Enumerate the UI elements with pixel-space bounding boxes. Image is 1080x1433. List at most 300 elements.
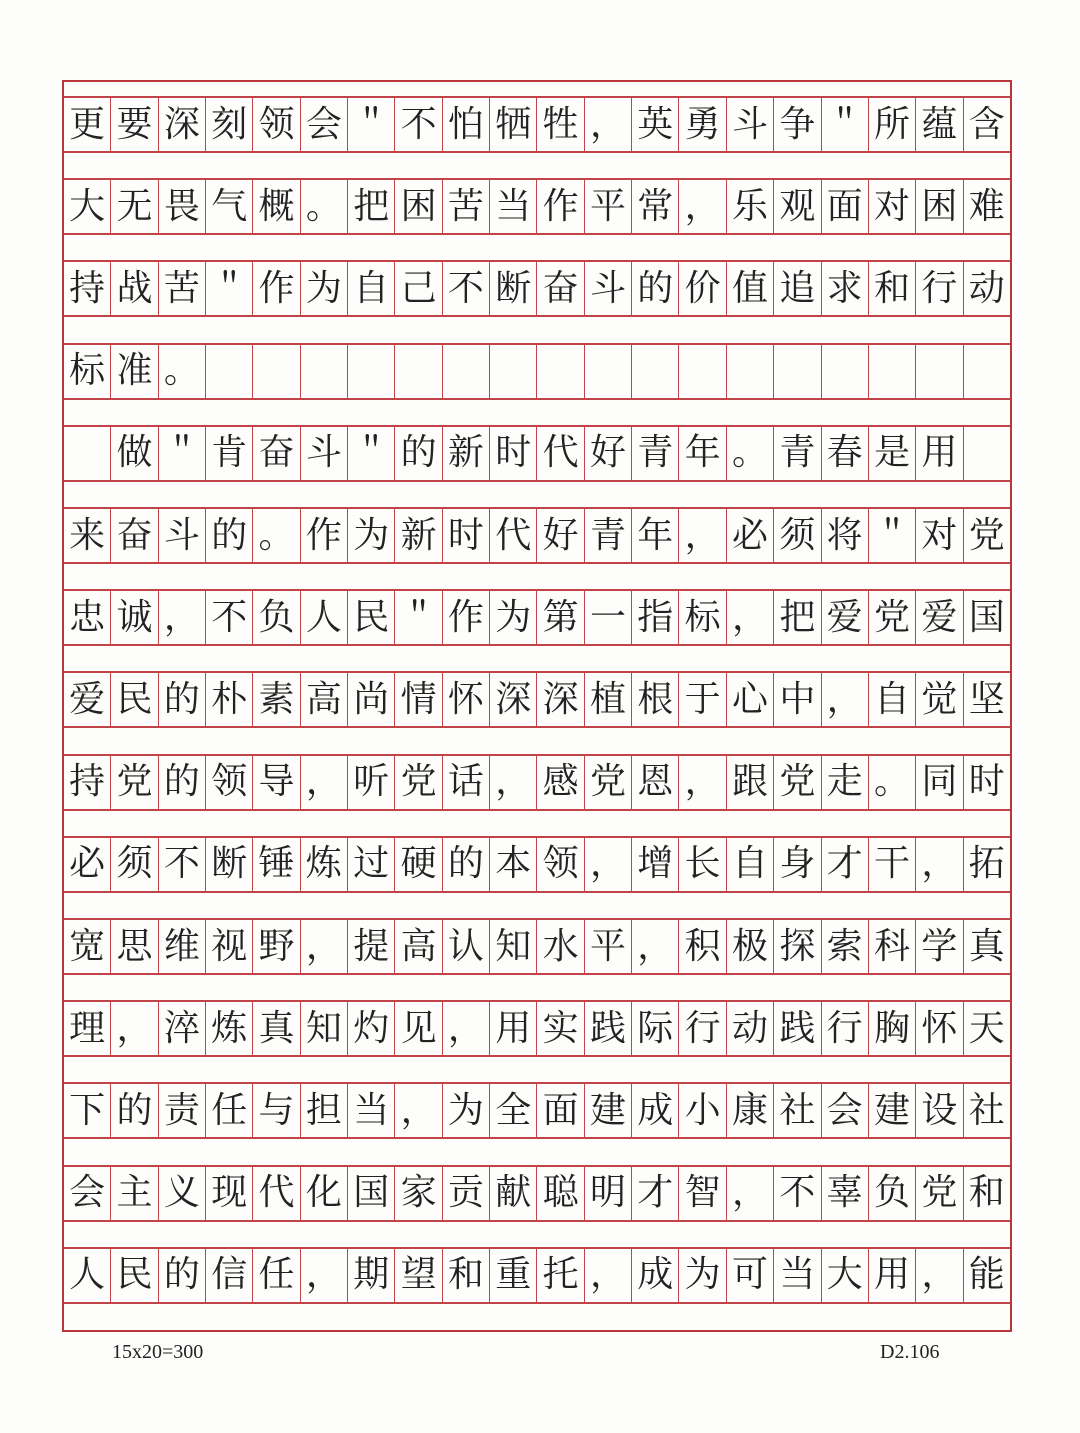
grid-cell: 的 [111,1084,158,1137]
grid-cell: ， [585,98,632,151]
grid-cell: ， [585,1249,632,1302]
grid-cell: 爱 [822,591,869,644]
grid-cell: 观 [774,180,821,233]
grid-cell [64,427,111,480]
grid-cell: 的 [632,262,679,315]
grid-cell: 国 [968,596,1005,638]
grid-cell: ＂ [822,98,869,151]
grid-cell: 准 [111,345,158,398]
grid-cell: 和 [443,1249,490,1302]
grid-cell: ， [916,1249,963,1302]
grid-cell: 根 [632,673,679,726]
grid-cell: 怕 [443,98,490,151]
grid-cell: 和 [968,1172,1005,1214]
grid-cell: 一 [585,591,632,644]
grid-cell: 青 [774,427,821,480]
grid-cell: 感 [537,756,584,809]
grid-cell: 会 [64,1167,111,1220]
grid-cell: 与 [253,1084,300,1137]
grid-cell: 标 [64,345,111,398]
grid-cell: 锤 [253,838,300,891]
grid-cell: 本 [490,838,537,891]
grid-cell: 素 [253,673,300,726]
grid-cell: 成 [632,1249,679,1302]
grid-cell: 聪 [537,1167,584,1220]
grid-cell: 领 [537,838,584,891]
grid-cell: 为 [443,1084,490,1137]
grid-cell: 家 [395,1167,442,1220]
grid-cell: 社 [968,1089,1005,1131]
grid-cell: 全 [490,1084,537,1137]
grid-cell: 智 [679,1167,726,1220]
grid-cell: 。 [253,509,300,562]
grid-cell: 的 [206,509,253,562]
grid-cell: 困 [395,180,442,233]
grid-spec-label: 15x20=300 [112,1341,204,1363]
grid-cell: 苦 [159,262,206,315]
grid-cell: 党 [585,756,632,809]
grid-cell: 时 [490,427,537,480]
grid-cell: 下 [64,1084,111,1137]
grid-cell: ， [301,1249,348,1302]
grid-cell: 民 [111,1249,158,1302]
grid-cell: 硬 [395,838,442,891]
grid-cell: ， [443,1002,490,1055]
grid-row [64,507,1010,564]
grid-cell: 人 [64,1249,111,1302]
grid-cell: 含 [968,103,1005,145]
grid-cell: 可 [727,1249,774,1302]
grid-cell: 理 [64,1002,111,1055]
grid-cell: 指 [632,591,679,644]
grid-cell: 奋 [253,427,300,480]
grid-cell: 维 [159,920,206,973]
grid-cell: 行 [822,1002,869,1055]
grid-cell: 成 [632,1084,679,1137]
grid-row [64,1247,1010,1304]
grid-cell: 野 [253,920,300,973]
grid-cell: 要 [111,98,158,151]
grid-cell: 走 [822,756,869,809]
grid-cell: 认 [443,920,490,973]
grid-cell: 标 [679,591,726,644]
grid-cell: 须 [774,509,821,562]
grid-cell: 深 [537,673,584,726]
grid-cell [537,345,584,398]
grid-cell: ＂ [348,98,395,151]
grid-cell: 义 [159,1167,206,1220]
grid-cell: 自 [348,262,395,315]
grid-cell: 国 [348,1167,395,1220]
grid-cell: 托 [537,1249,584,1302]
grid-cell: ， [727,1167,774,1220]
grid-cell: 能 [968,1254,1005,1296]
grid-cell: 作 [537,180,584,233]
grid-cell: 党 [916,1167,963,1220]
grid-cell: 自 [727,838,774,891]
grid-cell: 将 [822,509,869,562]
grid-cell: 的 [159,756,206,809]
grid-cell: 担 [301,1084,348,1137]
grid-cell: 过 [348,838,395,891]
grid-cell: 怀 [443,673,490,726]
grid-cell: 党 [111,756,158,809]
grid-cell [679,345,726,398]
grid-cell: 气 [206,180,253,233]
grid-cell: 困 [916,180,963,233]
grid-cell: 动 [727,1002,774,1055]
grid-row [64,754,1010,811]
grid-cell: 建 [869,1084,916,1137]
grid-cell: 小 [679,1084,726,1137]
grid-cell: 第 [537,591,584,644]
grid-cell: 学 [916,920,963,973]
grid-cell: 觉 [916,673,963,726]
grid-cell: 面 [822,180,869,233]
grid-cell: 宽 [64,920,111,973]
grid-cell: 代 [490,509,537,562]
grid-cell: 不 [206,591,253,644]
grid-cell [301,345,348,398]
grid-cell: 斗 [727,98,774,151]
grid-cell: 把 [774,591,821,644]
grid-cell: 才 [632,1167,679,1220]
grid-cell: 现 [206,1167,253,1220]
grid-cell: 话 [443,756,490,809]
grid-cell: 青 [585,509,632,562]
paper-code-label: D2.106 [880,1341,940,1363]
grid-cell: 民 [111,673,158,726]
grid-row [64,1000,1010,1057]
grid-cell: ＂ [159,427,206,480]
grid-cell: 断 [490,262,537,315]
grid-cell: 化 [301,1167,348,1220]
grid-cell: 导 [253,756,300,809]
grid-cell: 刻 [206,98,253,151]
grid-cell: 干 [869,838,916,891]
grid-cell: 时 [968,761,1005,803]
grid-cell: 践 [585,1002,632,1055]
grid-cell: 高 [301,673,348,726]
grid-cell: 斗 [301,427,348,480]
grid-cell: 为 [301,262,348,315]
grid-cell: 领 [206,756,253,809]
grid-cell: 用 [490,1002,537,1055]
grid-cell: 知 [490,920,537,973]
grid-cell: 科 [869,920,916,973]
grid-cell: ， [916,838,963,891]
grid-cell: 时 [443,509,490,562]
grid-cell [348,345,395,398]
grid-row [64,1082,1010,1139]
grid-cell: 不 [159,838,206,891]
grid-cell: 作 [253,262,300,315]
grid-cell: 行 [679,1002,726,1055]
grid-cell: 为 [679,1249,726,1302]
grid-cell: 对 [869,180,916,233]
grid-cell: 忠 [64,591,111,644]
grid-cell: 提 [348,920,395,973]
grid-cell [253,345,300,398]
grid-cell: ， [585,838,632,891]
grid-cell: 代 [253,1167,300,1220]
grid-cell: 知 [301,1002,348,1055]
grid-cell: 对 [916,509,963,562]
grid-cell: 天 [968,1007,1005,1049]
grid-cell: 面 [537,1084,584,1137]
grid-cell: 思 [111,920,158,973]
grid-cell: 持 [64,756,111,809]
grid-cell: 无 [111,180,158,233]
grid-cell: 作 [443,591,490,644]
grid-cell: 康 [727,1084,774,1137]
grid-cell: 常 [632,180,679,233]
grid-cell: 当 [490,180,537,233]
grid-cell: 辜 [822,1167,869,1220]
grid-cell: 践 [774,1002,821,1055]
grid-cell: 当 [348,1084,395,1137]
grid-cell: 期 [348,1249,395,1302]
grid-cell: 用 [869,1249,916,1302]
grid-cell: 行 [916,262,963,315]
grid-cell: 畏 [159,180,206,233]
grid-cell: 新 [443,427,490,480]
grid-cell: 不 [443,262,490,315]
grid-cell: 胸 [869,1002,916,1055]
grid-cell: ， [679,756,726,809]
grid-cell: 怀 [916,1002,963,1055]
grid-cell: 不 [395,98,442,151]
grid-cell: 牲 [537,98,584,151]
grid-cell: 所 [869,98,916,151]
grid-cell: 深 [159,98,206,151]
grid-cell: 负 [253,591,300,644]
grid-cell: 的 [159,673,206,726]
grid-cell: ， [822,673,869,726]
grid-cell: 领 [253,98,300,151]
grid-cell: 是 [869,427,916,480]
grid-cell: 望 [395,1249,442,1302]
grid-cell: 大 [64,180,111,233]
grid-cell: 于 [679,673,726,726]
grid-cell: 追 [774,262,821,315]
grid-cell: ， [679,180,726,233]
grid-cell: 主 [111,1167,158,1220]
grid-cell: 平 [585,920,632,973]
grid-cell: ＂ [869,509,916,562]
grid-cell: 乐 [727,180,774,233]
grid-cell: 党 [774,756,821,809]
grid-cell: ， [301,756,348,809]
grid-cell: 任 [253,1249,300,1302]
grid-cell: 朴 [206,673,253,726]
grid-row [64,671,1010,728]
grid-cell: ， [632,920,679,973]
grid-cell [916,345,963,398]
grid-row [64,343,1010,400]
grid-cell: 奋 [537,262,584,315]
grid-cell: 战 [111,262,158,315]
grid-cell: 建 [585,1084,632,1137]
grid-cell: 。 [727,427,774,480]
grid-cell: 斗 [585,262,632,315]
grid-cell: 人 [301,591,348,644]
grid-row [64,178,1010,235]
grid-cell: 植 [585,673,632,726]
grid-row [64,589,1010,646]
grid-cell: 际 [632,1002,679,1055]
grid-cell: 持 [64,262,111,315]
grid-cell: 民 [348,591,395,644]
grid-cell: 英 [632,98,679,151]
grid-cell: 会 [301,98,348,151]
grid-cell: 明 [585,1167,632,1220]
composition-grid-sheet [62,80,1012,1332]
grid-cell [869,345,916,398]
grid-cell: 会 [822,1084,869,1137]
grid-cell: 己 [395,262,442,315]
grid-cell: 苦 [443,180,490,233]
grid-cell: 价 [679,262,726,315]
grid-row [64,1165,1010,1222]
grid-cell: 为 [490,591,537,644]
grid-cell: 深 [490,673,537,726]
grid-cell: 代 [537,427,584,480]
grid-cell: 同 [916,756,963,809]
grid-cell: 断 [206,838,253,891]
grid-cell: ， [111,1002,158,1055]
grid-cell: 平 [585,180,632,233]
grid-cell: 跟 [727,756,774,809]
grid-cell: ＂ [348,427,395,480]
grid-cell: 真 [968,925,1005,967]
grid-cell: 身 [774,838,821,891]
grid-cell [443,345,490,398]
grid-cell: 党 [869,591,916,644]
grid-cell: 的 [159,1249,206,1302]
grid-cell [632,345,679,398]
grid-cell: 。 [869,756,916,809]
grid-cell: 好 [537,509,584,562]
grid-cell: 实 [537,1002,584,1055]
grid-cell: 灼 [348,1002,395,1055]
grid-cell: 炼 [301,838,348,891]
grid-cell [964,345,1010,398]
grid-cell [490,345,537,398]
grid-cell: 难 [968,185,1005,227]
grid-cell: 爱 [916,591,963,644]
grid-cell: 用 [916,427,963,480]
grid-cell: 作 [301,509,348,562]
grid-row [64,918,1010,975]
grid-cell: ， [679,509,726,562]
grid-cell [585,345,632,398]
grid-cell: 必 [727,509,774,562]
grid-cell: 诚 [111,591,158,644]
grid-cell: 不 [774,1167,821,1220]
grid-cell: 好 [585,427,632,480]
grid-cell: ＂ [395,591,442,644]
grid-cell: 年 [679,427,726,480]
grid-cell: 概 [253,180,300,233]
grid-cell: 任 [206,1084,253,1137]
grid-cell: 爱 [64,673,111,726]
grid-cell: 党 [968,514,1005,556]
grid-cell: 新 [395,509,442,562]
grid-cell: 探 [774,920,821,973]
grid-row [64,260,1010,317]
grid-cell: 视 [206,920,253,973]
grid-cell: 党 [395,756,442,809]
grid-cell: 才 [822,838,869,891]
grid-cell: 恩 [632,756,679,809]
grid-cell: 炼 [206,1002,253,1055]
grid-cell: 青 [632,427,679,480]
grid-cell: 中 [774,673,821,726]
grid-cell: 年 [632,509,679,562]
grid-cell: 信 [206,1249,253,1302]
grid-cell: ， [395,1084,442,1137]
grid-cell: 的 [395,427,442,480]
grid-cell: 。 [159,345,206,398]
grid-cell: 必 [64,838,111,891]
grid-cell: 尚 [348,673,395,726]
grid-cell: 牺 [490,98,537,151]
grid-row [64,836,1010,893]
grid-cell: 肯 [206,427,253,480]
grid-cell: ， [727,591,774,644]
grid-cell: 贡 [443,1167,490,1220]
grid-cell: 索 [822,920,869,973]
grid-cell [727,345,774,398]
grid-cell: 来 [64,509,111,562]
grid-cell: 求 [822,262,869,315]
grid-cell: 坚 [968,678,1005,720]
grid-cell: 设 [916,1084,963,1137]
grid-cell: 见 [395,1002,442,1055]
grid-cell: 负 [869,1167,916,1220]
grid-cell: 春 [822,427,869,480]
grid-cell: 为 [348,509,395,562]
grid-cell [822,345,869,398]
grid-cell [206,345,253,398]
grid-cell: 更 [64,98,111,151]
grid-cell: ， [159,591,206,644]
grid-cell: 社 [774,1084,821,1137]
grid-cell: 责 [159,1084,206,1137]
grid-cell: 积 [679,920,726,973]
grid-cell: 心 [727,673,774,726]
grid-cell: 长 [679,838,726,891]
grid-cell: ， [301,920,348,973]
grid-cell: 勇 [679,98,726,151]
grid-row [64,96,1010,153]
grid-cell: 值 [727,262,774,315]
grid-cell: 。 [301,180,348,233]
grid-cell: 高 [395,920,442,973]
grid-cell: ＂ [206,262,253,315]
grid-cell: 淬 [159,1002,206,1055]
grid-cell: 蕴 [916,98,963,151]
grid-cell [774,345,821,398]
grid-cell: 献 [490,1167,537,1220]
grid-cell: 当 [774,1249,821,1302]
grid-cell: 增 [632,838,679,891]
grid-cell: 极 [727,920,774,973]
grid-cell: 斗 [159,509,206,562]
grid-cell: 真 [253,1002,300,1055]
grid-cell: 大 [822,1249,869,1302]
